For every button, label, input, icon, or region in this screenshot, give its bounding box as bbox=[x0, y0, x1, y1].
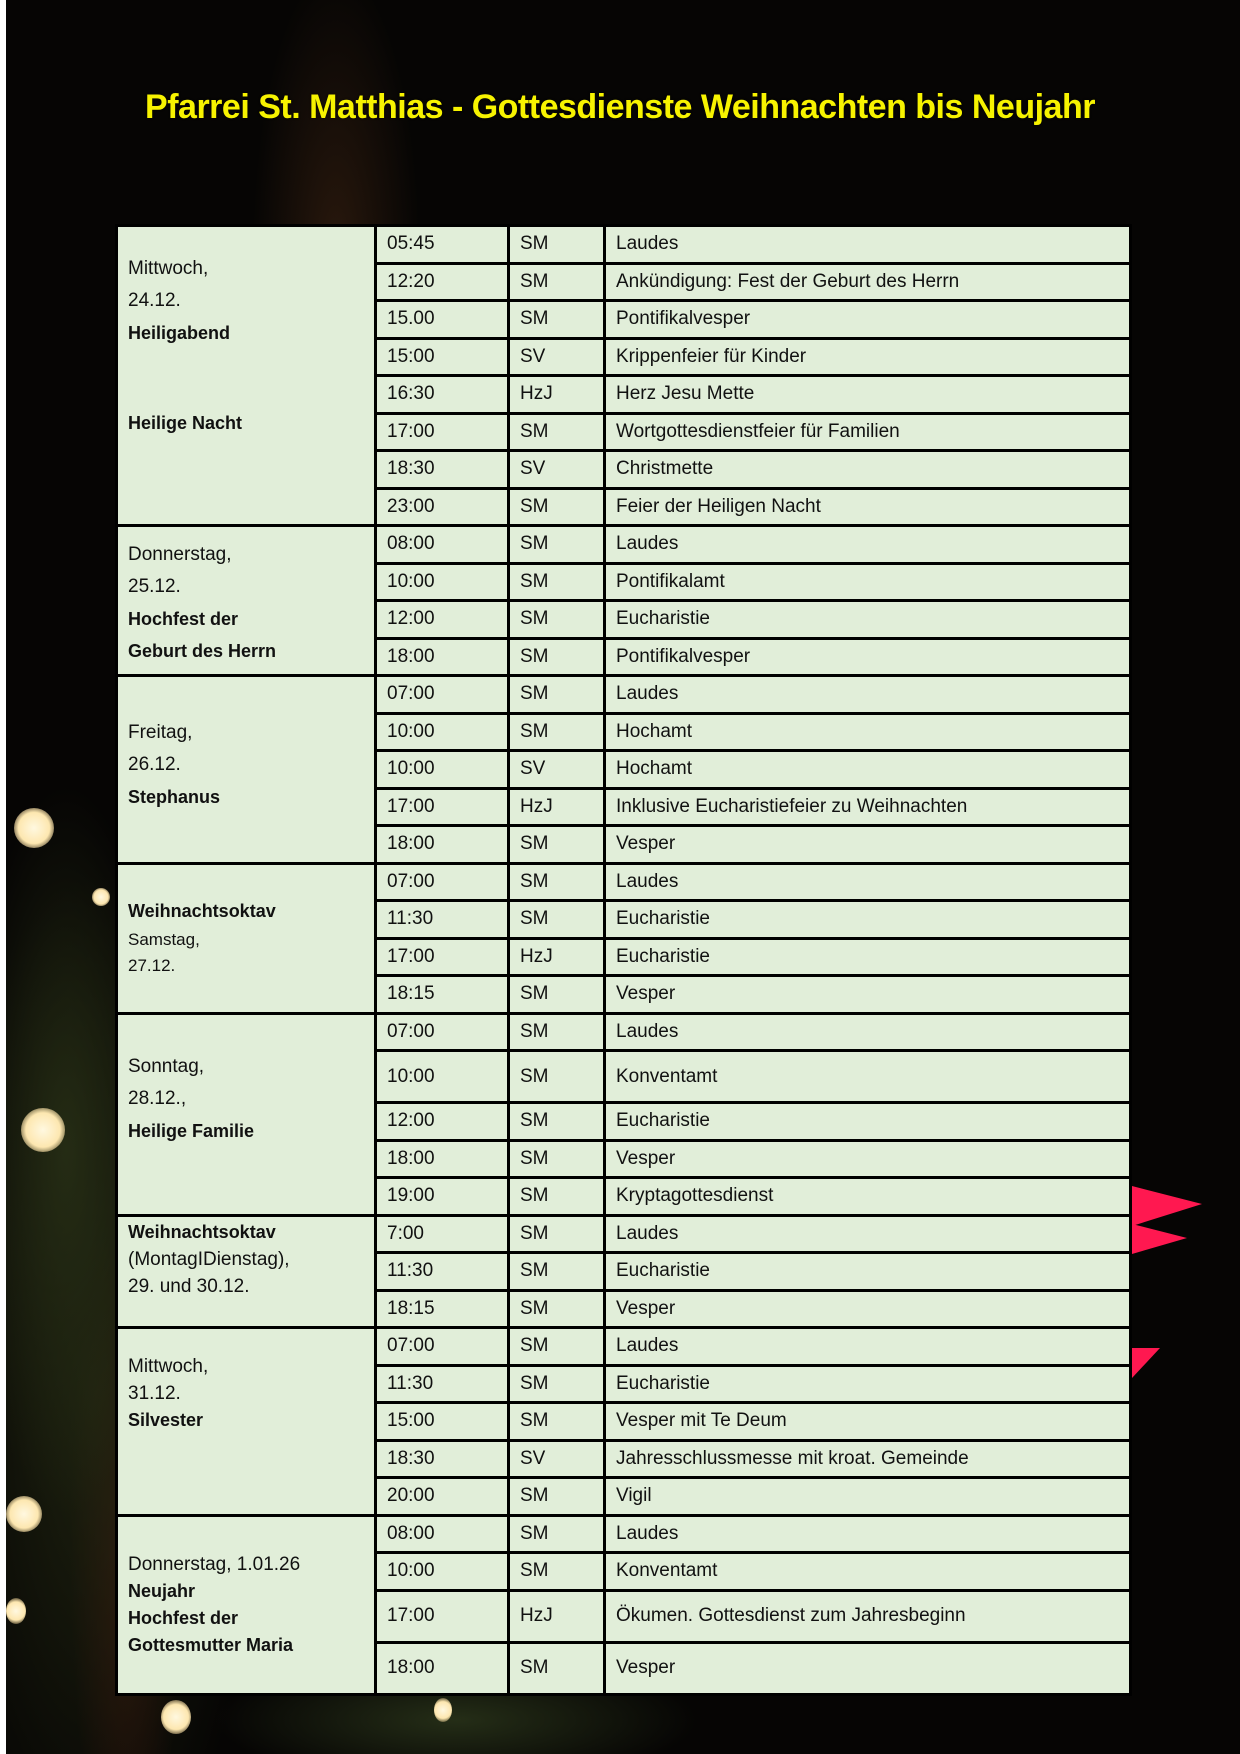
tree-light-icon bbox=[161, 1700, 191, 1734]
service-time: 18:15 bbox=[376, 976, 509, 1014]
service-location: SM bbox=[509, 1013, 605, 1051]
service-row bbox=[117, 1515, 1131, 1553]
service-time: 05:45 bbox=[376, 226, 509, 264]
service-name: Laudes bbox=[605, 676, 1131, 714]
service-location: SM bbox=[509, 601, 605, 639]
service-time: 18:30 bbox=[376, 451, 509, 489]
service-name: Hochamt bbox=[605, 713, 1131, 751]
day-date-label: 26.12. bbox=[128, 754, 181, 775]
service-location: SM bbox=[509, 1178, 605, 1216]
service-name: Eucharistie bbox=[605, 1103, 1131, 1141]
red-star-icon bbox=[1132, 1224, 1187, 1254]
red-star-icon bbox=[1132, 1348, 1160, 1378]
service-time: 18:30 bbox=[376, 1440, 509, 1478]
day-feast-label: Hochfest der bbox=[128, 609, 239, 629]
tree-light-icon bbox=[434, 1698, 452, 1722]
service-location: HzJ bbox=[509, 788, 605, 826]
service-name: Wortgottesdienstfeier für Familien bbox=[605, 413, 1131, 451]
day-cell bbox=[117, 1328, 376, 1516]
service-location: SV bbox=[509, 338, 605, 376]
service-location: SM bbox=[509, 263, 605, 301]
service-time: 23:00 bbox=[376, 488, 509, 526]
day-cell bbox=[117, 1215, 376, 1328]
day-feast-label: Heiligabend bbox=[128, 323, 231, 343]
service-name: Konventamt bbox=[605, 1553, 1131, 1591]
service-time: 10:00 bbox=[376, 1553, 509, 1591]
service-location: SM bbox=[509, 1215, 605, 1253]
service-name: Laudes bbox=[605, 863, 1131, 901]
service-location: SM bbox=[509, 1051, 605, 1103]
service-location: SV bbox=[509, 1440, 605, 1478]
service-time: 17:00 bbox=[376, 788, 509, 826]
day-cell bbox=[117, 676, 376, 864]
page-title: Pfarrei St. Matthias - Gottesdienste Weihnachten bis Neujahr bbox=[145, 88, 1095, 126]
service-time: 11:30 bbox=[376, 1253, 509, 1291]
service-name: Christmette bbox=[605, 451, 1131, 489]
day-feast-label: Heilige Nacht bbox=[128, 413, 243, 433]
service-row bbox=[117, 676, 1131, 714]
day-date-label: 29. und 30.12. bbox=[128, 1275, 250, 1297]
tree-light-icon bbox=[21, 1108, 65, 1152]
service-name: Laudes bbox=[605, 1328, 1131, 1366]
service-name: Eucharistie bbox=[605, 938, 1131, 976]
day-date-label: Donnerstag, 1.01.26 bbox=[128, 1553, 301, 1575]
day-cell bbox=[117, 1013, 376, 1215]
day-date-label: Sonntag, bbox=[128, 1055, 205, 1077]
service-name: Pontifikalamt bbox=[605, 563, 1131, 601]
service-name: Inklusive Eucharistiefeier zu Weihnachten bbox=[605, 788, 1131, 826]
service-time: 19:00 bbox=[376, 1178, 509, 1216]
service-time: 08:00 bbox=[376, 1515, 509, 1553]
service-row bbox=[117, 1013, 1131, 1051]
day-feast-label: Geburt des Herrn bbox=[128, 641, 277, 661]
day-feast-label: Silvester bbox=[128, 1410, 204, 1430]
service-name: Vesper mit Te Deum bbox=[605, 1403, 1131, 1441]
service-row bbox=[117, 863, 1131, 901]
day-date-label: 24.12. bbox=[128, 290, 181, 311]
service-name: Kryptagottesdienst bbox=[605, 1178, 1131, 1216]
service-location: SM bbox=[509, 901, 605, 939]
service-location: SM bbox=[509, 713, 605, 751]
service-location: SM bbox=[509, 863, 605, 901]
service-name: Ökumen. Gottesdienst zum Jahresbeginn bbox=[605, 1590, 1131, 1642]
service-location: SM bbox=[509, 526, 605, 564]
service-location: SM bbox=[509, 488, 605, 526]
service-time: 12:00 bbox=[376, 1103, 509, 1141]
service-name: Jahresschlussmesse mit kroat. Gemeinde bbox=[605, 1440, 1131, 1478]
day-feast-label: Stephanus bbox=[128, 787, 221, 807]
service-time: 11:30 bbox=[376, 901, 509, 939]
service-time: 07:00 bbox=[376, 676, 509, 714]
service-location: SM bbox=[509, 638, 605, 676]
service-location: SM bbox=[509, 676, 605, 714]
service-location: SM bbox=[509, 563, 605, 601]
service-location: SV bbox=[509, 451, 605, 489]
service-name: Eucharistie bbox=[605, 601, 1131, 639]
service-location: SM bbox=[509, 1403, 605, 1441]
service-name: Laudes bbox=[605, 1515, 1131, 1553]
service-name: Laudes bbox=[605, 1215, 1131, 1253]
service-location: SM bbox=[509, 1478, 605, 1516]
service-location: SM bbox=[509, 1290, 605, 1328]
service-name: Vesper bbox=[605, 1642, 1131, 1694]
service-row bbox=[117, 1215, 1131, 1253]
service-location: SM bbox=[509, 413, 605, 451]
service-time: 07:00 bbox=[376, 1328, 509, 1366]
day-date-label: 28.12., bbox=[128, 1087, 187, 1109]
service-location: SV bbox=[509, 751, 605, 789]
service-location: SM bbox=[509, 301, 605, 339]
service-schedule-table bbox=[115, 224, 1132, 1696]
service-time: 10:00 bbox=[376, 751, 509, 789]
service-name: Eucharistie bbox=[605, 1365, 1131, 1403]
service-time: 16:30 bbox=[376, 376, 509, 414]
day-feast-label: Weihnachtsoktav bbox=[128, 1221, 276, 1242]
service-time: 08:00 bbox=[376, 526, 509, 564]
service-row bbox=[117, 526, 1131, 564]
service-time: 17:00 bbox=[376, 1590, 509, 1642]
service-name: Vigil bbox=[605, 1478, 1131, 1516]
service-name: Vesper bbox=[605, 976, 1131, 1014]
day-date-label: Mittwoch, bbox=[128, 1356, 209, 1377]
service-time: 18:00 bbox=[376, 638, 509, 676]
service-name: Konventamt bbox=[605, 1051, 1131, 1103]
service-name: Krippenfeier für Kinder bbox=[605, 338, 1131, 376]
day-date-label bbox=[128, 349, 364, 407]
day-feast-label: Neujahr bbox=[128, 1580, 196, 1601]
service-location: SM bbox=[509, 976, 605, 1014]
service-time: 18:00 bbox=[376, 1140, 509, 1178]
service-name: Vesper bbox=[605, 1290, 1131, 1328]
service-name: Vesper bbox=[605, 826, 1131, 864]
service-time: 18:00 bbox=[376, 1642, 509, 1694]
service-time: 15:00 bbox=[376, 1403, 509, 1441]
tree-light-icon bbox=[6, 1598, 26, 1624]
service-time: 7:00 bbox=[376, 1215, 509, 1253]
service-name: Eucharistie bbox=[605, 901, 1131, 939]
tree-light-icon bbox=[6, 1496, 42, 1532]
day-feast-label: Hochfest der bbox=[128, 1607, 239, 1628]
service-time: 18:15 bbox=[376, 1290, 509, 1328]
day-date-label: Mittwoch, bbox=[128, 258, 209, 279]
service-time: 10:00 bbox=[376, 713, 509, 751]
day-date-label: (MontagIDienstag), bbox=[128, 1248, 290, 1270]
service-location: SM bbox=[509, 1365, 605, 1403]
red-star-icon bbox=[1132, 1186, 1202, 1226]
day-date-label: 31.12. bbox=[128, 1383, 181, 1404]
service-name: Eucharistie bbox=[605, 1253, 1131, 1291]
day-date-label: Freitag, bbox=[128, 722, 193, 743]
service-name: Pontifikalvesper bbox=[605, 301, 1131, 339]
day-feast-label: Gottesmutter Maria bbox=[128, 1634, 294, 1655]
service-location: SM bbox=[509, 1515, 605, 1553]
service-time: 17:00 bbox=[376, 413, 509, 451]
service-time: 12:20 bbox=[376, 263, 509, 301]
service-name: Herz Jesu Mette bbox=[605, 376, 1131, 414]
service-name: Ankündigung: Fest der Geburt des Herrn bbox=[605, 263, 1131, 301]
service-time: 15:00 bbox=[376, 338, 509, 376]
service-location: SM bbox=[509, 1103, 605, 1141]
day-cell bbox=[117, 226, 376, 526]
service-name: Laudes bbox=[605, 526, 1131, 564]
service-location: HzJ bbox=[509, 938, 605, 976]
day-date-label: 25.12. bbox=[128, 576, 181, 597]
service-time: 11:30 bbox=[376, 1365, 509, 1403]
service-location: HzJ bbox=[509, 376, 605, 414]
tree-light-icon bbox=[92, 888, 110, 906]
day-date-label: Donnerstag, bbox=[128, 544, 232, 565]
service-row bbox=[117, 226, 1131, 264]
tree-light-icon bbox=[14, 808, 54, 848]
service-location: SM bbox=[509, 1642, 605, 1694]
service-time: 12:00 bbox=[376, 601, 509, 639]
service-location: SM bbox=[509, 1253, 605, 1291]
day-cell bbox=[117, 526, 376, 676]
day-feast-label: Weihnachtsoktav bbox=[128, 900, 276, 921]
service-time: 07:00 bbox=[376, 863, 509, 901]
service-location: SM bbox=[509, 1328, 605, 1366]
service-location: SM bbox=[509, 1553, 605, 1591]
service-name: Feier der Heiligen Nacht bbox=[605, 488, 1131, 526]
service-location: SM bbox=[509, 1140, 605, 1178]
service-time: 20:00 bbox=[376, 1478, 509, 1516]
service-location: SM bbox=[509, 226, 605, 264]
service-time: 10:00 bbox=[376, 563, 509, 601]
day-cell bbox=[117, 863, 376, 1013]
day-date-label: 27.12. bbox=[128, 955, 176, 975]
service-name: Laudes bbox=[605, 226, 1131, 264]
service-name: Laudes bbox=[605, 1013, 1131, 1051]
day-cell bbox=[117, 1515, 376, 1694]
day-date-label: Samstag, bbox=[128, 929, 200, 949]
service-time: 07:00 bbox=[376, 1013, 509, 1051]
service-name: Pontifikalvesper bbox=[605, 638, 1131, 676]
service-time: 18:00 bbox=[376, 826, 509, 864]
service-location: HzJ bbox=[509, 1590, 605, 1642]
service-time: 10:00 bbox=[376, 1051, 509, 1103]
service-time: 15.00 bbox=[376, 301, 509, 339]
service-time: 17:00 bbox=[376, 938, 509, 976]
service-name: Vesper bbox=[605, 1140, 1131, 1178]
service-name: Hochamt bbox=[605, 751, 1131, 789]
day-feast-label: Heilige Familie bbox=[128, 1120, 255, 1141]
service-row bbox=[117, 1328, 1131, 1366]
service-location: SM bbox=[509, 826, 605, 864]
